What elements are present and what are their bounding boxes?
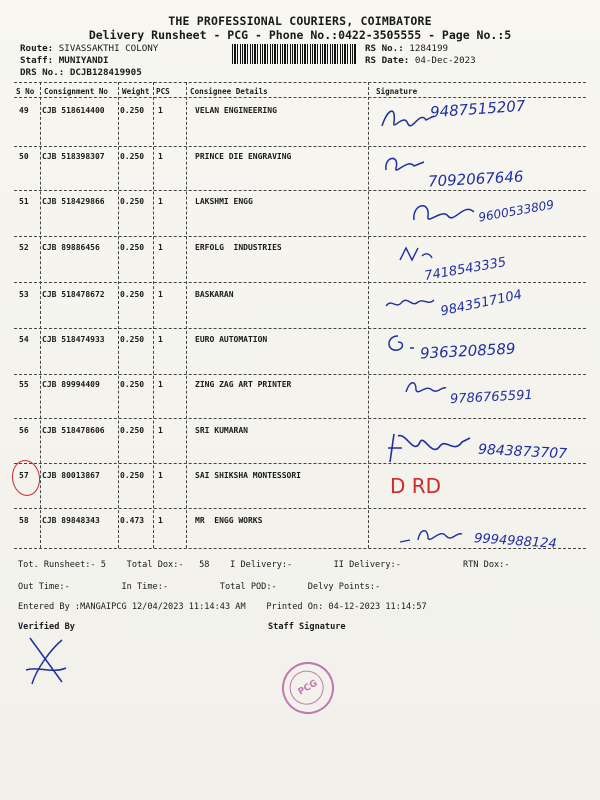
row-pcs: 1 <box>158 335 163 344</box>
row-weight: 0.250 <box>120 335 145 344</box>
signature-scribble <box>378 102 438 136</box>
table-bottom-rule <box>14 548 586 549</box>
entered-printed-line: Entered By :MANGAIPCG 12/04/2023 11:14:43 AM Printed On: 04-12-2023 11:14:57 <box>18 602 427 612</box>
signature-scribble <box>382 290 438 314</box>
row-weight: 0.250 <box>120 471 145 480</box>
staff-info <box>20 55 109 66</box>
row-sno: 51 <box>19 197 29 206</box>
drs-value: DCJB128419905 <box>69 67 142 78</box>
row-consignee: LAKSHMI ENGG <box>195 197 253 206</box>
stamp-ring <box>283 664 329 710</box>
row-consignee: PRINCE DIE ENGRAVING <box>195 152 292 161</box>
stamp-text: PCG <box>296 678 320 698</box>
row-weight: 0.250 <box>120 106 145 115</box>
company-stamp <box>272 652 343 723</box>
rs-date-label: RS Date: <box>365 55 410 66</box>
handwritten-phone: 9786765591 <box>449 387 534 408</box>
column-header-pcs: PCS <box>156 87 170 96</box>
row-weight: 0.473 <box>120 516 145 525</box>
rs-date-value: 04-Dec-2023 <box>414 55 476 66</box>
row-divider <box>14 146 586 147</box>
row-sno: 53 <box>19 290 29 299</box>
row-consignee: SRI KUMARAN <box>195 426 248 435</box>
row-consignee: VELAN ENGINEERING <box>195 106 277 115</box>
handwritten-phone: 9363208589 <box>419 339 516 363</box>
row-pcs: 1 <box>158 243 163 252</box>
staff-signature-label: Staff Signature <box>268 622 346 632</box>
row-divider <box>14 418 586 419</box>
row-divider <box>14 282 586 283</box>
column-divider <box>153 82 154 548</box>
barcode <box>232 44 356 64</box>
row-pcs: 1 <box>158 106 163 115</box>
rs-number-label: RS No.: <box>365 43 404 54</box>
row-consignee: ZING ZAG ART PRINTER <box>195 380 292 389</box>
totals-line: Tot. Runsheet:- 5 Total Dox:- 58 I Delivery:- II Delivery:- RTN Dox:- <box>18 560 510 570</box>
row-consignment-no: CJB 89994409 <box>42 380 100 389</box>
row-consignment-no: CJB 518478672 <box>42 290 105 299</box>
row-consignee: BASKARAN <box>195 290 234 299</box>
row-consignment-no: CJB 518398307 <box>42 152 105 161</box>
row-divider <box>14 508 586 509</box>
row-weight: 0.250 <box>120 152 145 161</box>
row-pcs: 1 <box>158 471 163 480</box>
signature-scribble <box>408 196 480 232</box>
handwritten-phone: 9843517104 <box>439 287 524 320</box>
row-sno: 58 <box>19 516 29 525</box>
handwritten-phone: 7418543335 <box>423 254 508 285</box>
signature-scribble <box>380 150 430 180</box>
row-sno: 56 <box>19 426 29 435</box>
row-pcs: 1 <box>158 380 163 389</box>
signature-scribble <box>384 330 424 356</box>
route-info <box>20 43 158 54</box>
row-consignment-no: CJB 518478606 <box>42 426 105 435</box>
row-pcs: 1 <box>158 516 163 525</box>
rs-date-info <box>365 55 476 66</box>
column-header-weight: Weight <box>122 87 150 96</box>
row-sno: 52 <box>19 243 29 252</box>
row-sno: 57 <box>19 471 29 480</box>
column-header-signature: Signature <box>376 87 418 96</box>
runsheet-title: Delivery Runsheet - PCG - Phone No.:0422-3505555 - Page No.:5 <box>88 28 512 42</box>
row-divider <box>14 463 586 464</box>
table-top-rule <box>14 82 586 83</box>
column-header-sno: S No <box>16 87 35 96</box>
row-sno: 49 <box>19 106 29 115</box>
row-weight: 0.250 <box>120 290 145 299</box>
row-consignment-no: CJB 89886456 <box>42 243 100 252</box>
column-header-consignment: Consignment No <box>44 87 109 96</box>
row-consignment-no: CJB 80013867 <box>42 471 100 480</box>
row-weight: 0.250 <box>120 243 145 252</box>
column-divider <box>368 82 369 548</box>
column-divider <box>186 82 187 548</box>
signature-scribble <box>384 428 476 468</box>
row-sno: 54 <box>19 335 29 344</box>
company-name: THE PROFESSIONAL COURIERS, COIMBATORE <box>168 14 432 28</box>
row-pcs: 1 <box>158 197 163 206</box>
column-header-consignee: Consignee Details <box>190 87 268 96</box>
row-consignee: SAI SHIKSHA MONTESSORI <box>195 471 301 480</box>
row-consignment-no: CJB 518614400 <box>42 106 105 115</box>
row-divider <box>14 190 586 191</box>
row-pcs: 1 <box>158 426 163 435</box>
drs-label: DRS No.: <box>20 67 65 78</box>
handwritten-phone: 9600533809 <box>477 197 555 225</box>
row-divider <box>14 236 586 237</box>
signature-scribble <box>402 376 450 398</box>
row-pcs: 1 <box>158 290 163 299</box>
red-circle-mark <box>10 458 43 498</box>
row-consignee: ERFOLG INDUSTRIES <box>195 243 282 252</box>
row-consignment-no: CJB 89848343 <box>42 516 100 525</box>
signature-scribble <box>396 240 436 268</box>
handwritten-phone: 9843873707 <box>477 441 568 463</box>
column-divider <box>118 82 119 548</box>
rs-number-info <box>365 43 448 54</box>
staff-value: MUNIYANDI <box>58 55 109 66</box>
row-sno: 50 <box>19 152 29 161</box>
rs-number-value: 1284199 <box>409 43 449 54</box>
row-consignment-no: CJB 518474933 <box>42 335 105 344</box>
verified-by-label: Verified By <box>18 622 75 632</box>
signature-scribble <box>396 520 468 550</box>
row-weight: 0.250 <box>120 426 145 435</box>
row-divider <box>14 328 586 329</box>
route-value: SIVASSAKTHI COLONY <box>58 43 159 54</box>
handwritten-phone: 9487515207 <box>429 96 526 122</box>
times-line: Out Time:- In Time:- Total POD:- Delvy Points:- <box>18 582 381 592</box>
staff-label: Staff: <box>20 55 54 66</box>
row-divider <box>14 374 586 375</box>
row-weight: 0.250 <box>120 197 145 206</box>
row-consignee: EURO AUTOMATION <box>195 335 268 344</box>
row-consignee: MR ENGG WORKS <box>195 516 263 525</box>
handwritten-phone: 9994988124 <box>473 531 558 552</box>
handwritten-phone: 7092067646 <box>427 167 524 191</box>
verifier-signature <box>22 630 72 690</box>
handwritten-mark: D RD <box>390 474 442 498</box>
row-weight: 0.250 <box>120 380 145 389</box>
row-sno: 55 <box>19 380 29 389</box>
row-pcs: 1 <box>158 152 163 161</box>
route-label: Route: <box>20 43 54 54</box>
row-consignment-no: CJB 518429866 <box>42 197 105 206</box>
drs-info <box>20 67 142 78</box>
